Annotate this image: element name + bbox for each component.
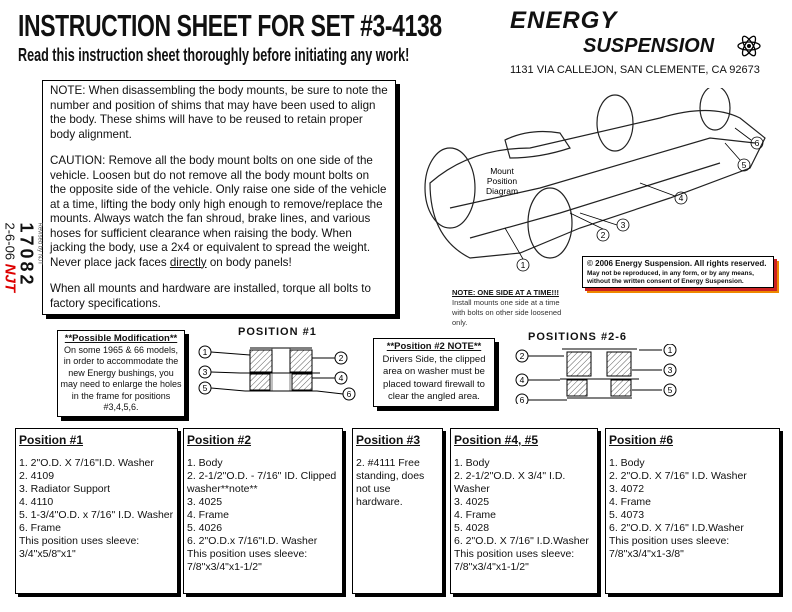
position1-mount-diagram [195, 340, 360, 402]
svg-text:1: 1 [667, 345, 673, 355]
part-item: 2. 4109 [19, 470, 55, 482]
atom-icon [737, 34, 761, 58]
caution-text: CAUTION: Remove all the body mount bolts on one side of the vehicle. Loosen but do not remove all the body mount bolts on the opposite side of the vehicle. Only raise one side of the vehicle at a time, lifting the body only high enough to remove/replace the mounts. Always watch the fan shroud, brake lines, and various hoses for sufficient clearance when raising the body. When jacking the body, use a 2x4 or equivalent to spread the weight. Never place jack faces [50, 154, 387, 269]
part-item: 1. Body [609, 457, 645, 469]
torque-paragraph: When all mounts and hardware are installed, torque all bolts to factory specifications. [50, 282, 371, 310]
page-title: INSTRUCTION SHEET FOR SET #3-4138 [18, 8, 442, 43]
part-item: 6. 2"O.D.x 7/16"I.D. Washer [187, 535, 318, 547]
logo-line2: SUSPENSION [583, 35, 715, 57]
part-item: 6. 2"O.D. X 7/16" I.D.Washer [454, 535, 589, 547]
address: 1131 VIA CALLEJON, SAN CLEMENTE, CA 92673 [510, 64, 760, 76]
sleeve-label: This position uses sleeve: [187, 548, 308, 560]
part-item: 3. Radiator Support [19, 483, 111, 495]
svg-text:6: 6 [519, 395, 525, 404]
position-2-card [183, 428, 343, 594]
caution-text-end: on body panels! [206, 255, 292, 269]
sleeve-size: 7/8"x3/4"x1-1/2" [187, 561, 262, 573]
position-6-card [605, 428, 780, 594]
part-number: 17082 [16, 222, 37, 288]
svg-text:3: 3 [202, 367, 208, 377]
sleeve-size: 7/8"x3/4"x1-3/8" [609, 548, 684, 560]
note-paragraph: NOTE: When disassembling the body mounts, be sure to note the number and position of shims that may have been used to align the body. These shims will have to be reused to retain proper body alignment. [50, 84, 388, 141]
copyright-line1: © 2006 Energy Suspension. All rights reserved. [587, 259, 767, 268]
sleeve-size: 7/8"x3/4"x1-1/2" [454, 561, 529, 573]
svg-text:3: 3 [667, 365, 673, 375]
modification-title: **Possible Modification** [64, 333, 178, 344]
copyright-notice [582, 256, 774, 288]
callout-5: 5 [741, 160, 747, 170]
svg-text:2: 2 [519, 351, 525, 361]
callout-3: 3 [620, 220, 626, 230]
one-side-title: NOTE: ONE SIDE AT A TIME!!! [452, 288, 559, 297]
part-item: 1. Body [187, 457, 223, 469]
sleeve-label: This position uses sleeve: [609, 535, 730, 547]
part-item: 2. 2-1/2"O.D. - 7/16" ID. Clipped washer**note** [187, 470, 337, 495]
part-item: 4. Frame [609, 496, 652, 508]
position-title: Position #6 [609, 433, 674, 447]
caution-paragraph [50, 154, 388, 270]
one-side-text: Install mounts one side at a time with bolts on other side loosened only. [452, 298, 562, 327]
revision-stamp [1, 223, 43, 358]
positions26-diagram-title: POSITIONS #2-6 [528, 331, 627, 343]
part-item: 1. Body [454, 457, 490, 469]
modification-text: On some 1965 & 66 models, in order to accommodate the new Energy bushings, you may need to enlarge the holes in the frame for positions #3,4,5,6. [60, 344, 182, 412]
part-item: 6. 2"O.D. X 7/16" I.D.Washer [609, 522, 744, 534]
part-item: 4. Frame [187, 509, 230, 521]
revision-initials: NJT [1, 263, 19, 293]
callout-4: 4 [678, 193, 684, 203]
sleeve-size: 3/4"x5/8"x1" [19, 548, 76, 560]
position2-note-title: **Position #2 NOTE** [386, 341, 482, 352]
part-item: 6. Frame [19, 522, 62, 534]
callout-2: 2 [600, 230, 606, 240]
part-item: 2. #4111 Free standing, does not use hardware. [356, 457, 425, 508]
part-item: 5. 1-3/4"O.D. x 7/16" I.D. Washer [19, 509, 174, 521]
copyright-line2: May not be reproduced, in any form, or by any means, without the written consent of Energy Suspension. [587, 270, 754, 285]
revision-date: 2-6-06 [2, 222, 18, 261]
svg-text:1: 1 [202, 347, 208, 357]
part-item: 5. 4026 [187, 522, 223, 534]
sleeve-label: This position uses sleeve: [19, 535, 140, 547]
position-3-card [352, 428, 443, 594]
part-item: 1. 2"O.D. X 7/16"I.D. Washer [19, 457, 154, 469]
svg-text:4: 4 [338, 373, 344, 383]
position-1-card [15, 428, 178, 594]
instructions-note [42, 80, 396, 315]
page-subtitle: Read this instruction sheet thoroughly before initiating any work! [18, 45, 410, 65]
part-item: 4. Frame [454, 509, 497, 521]
revised-by: Revised by NJT [36, 222, 43, 265]
svg-text:2: 2 [338, 353, 344, 363]
position-title: Position #4, #5 [454, 433, 539, 447]
part-item: 2. 2"O.D. X 7/16" I.D. Washer [609, 470, 747, 482]
logo-line1: ENERGY [510, 7, 618, 34]
sleeve-label: This position uses sleeve: [454, 548, 575, 560]
svg-text:5: 5 [202, 383, 208, 393]
svg-text:4: 4 [519, 375, 525, 385]
callout-6: 6 [754, 138, 760, 148]
energy-suspension-logo [505, 8, 780, 62]
position-title: Position #3 [356, 433, 421, 447]
one-side-note [452, 288, 562, 328]
part-item: 4. 4110 [19, 496, 54, 508]
position-4-5-card [450, 428, 598, 594]
position2-note-box [373, 338, 495, 407]
diagram-label: Mount Position Diagram [485, 166, 519, 196]
caution-emphasis: directly [169, 255, 207, 269]
position2-note-text: Drivers Side, the clipped area on washer must be placed toward firewall to clear the angled area. [382, 353, 486, 402]
part-item: 2. 2-1/2"O.D. X 3/4" I.D. Washer [454, 470, 566, 495]
positions26-mount-diagram [512, 344, 687, 404]
svg-text:6: 6 [346, 389, 352, 399]
position-title: Position #1 [19, 433, 84, 447]
part-item: 3. 4072 [609, 483, 645, 495]
possible-modification-box [57, 330, 185, 417]
part-item: 5. 4073 [609, 509, 645, 521]
position-title: Position #2 [187, 433, 252, 447]
callout-1: 1 [520, 260, 526, 270]
svg-text:5: 5 [667, 385, 673, 395]
part-item: 3. 4025 [454, 496, 490, 508]
part-item: 3. 4025 [187, 496, 223, 508]
part-item: 5. 4028 [454, 522, 490, 534]
position1-diagram-title: POSITION #1 [238, 326, 317, 338]
